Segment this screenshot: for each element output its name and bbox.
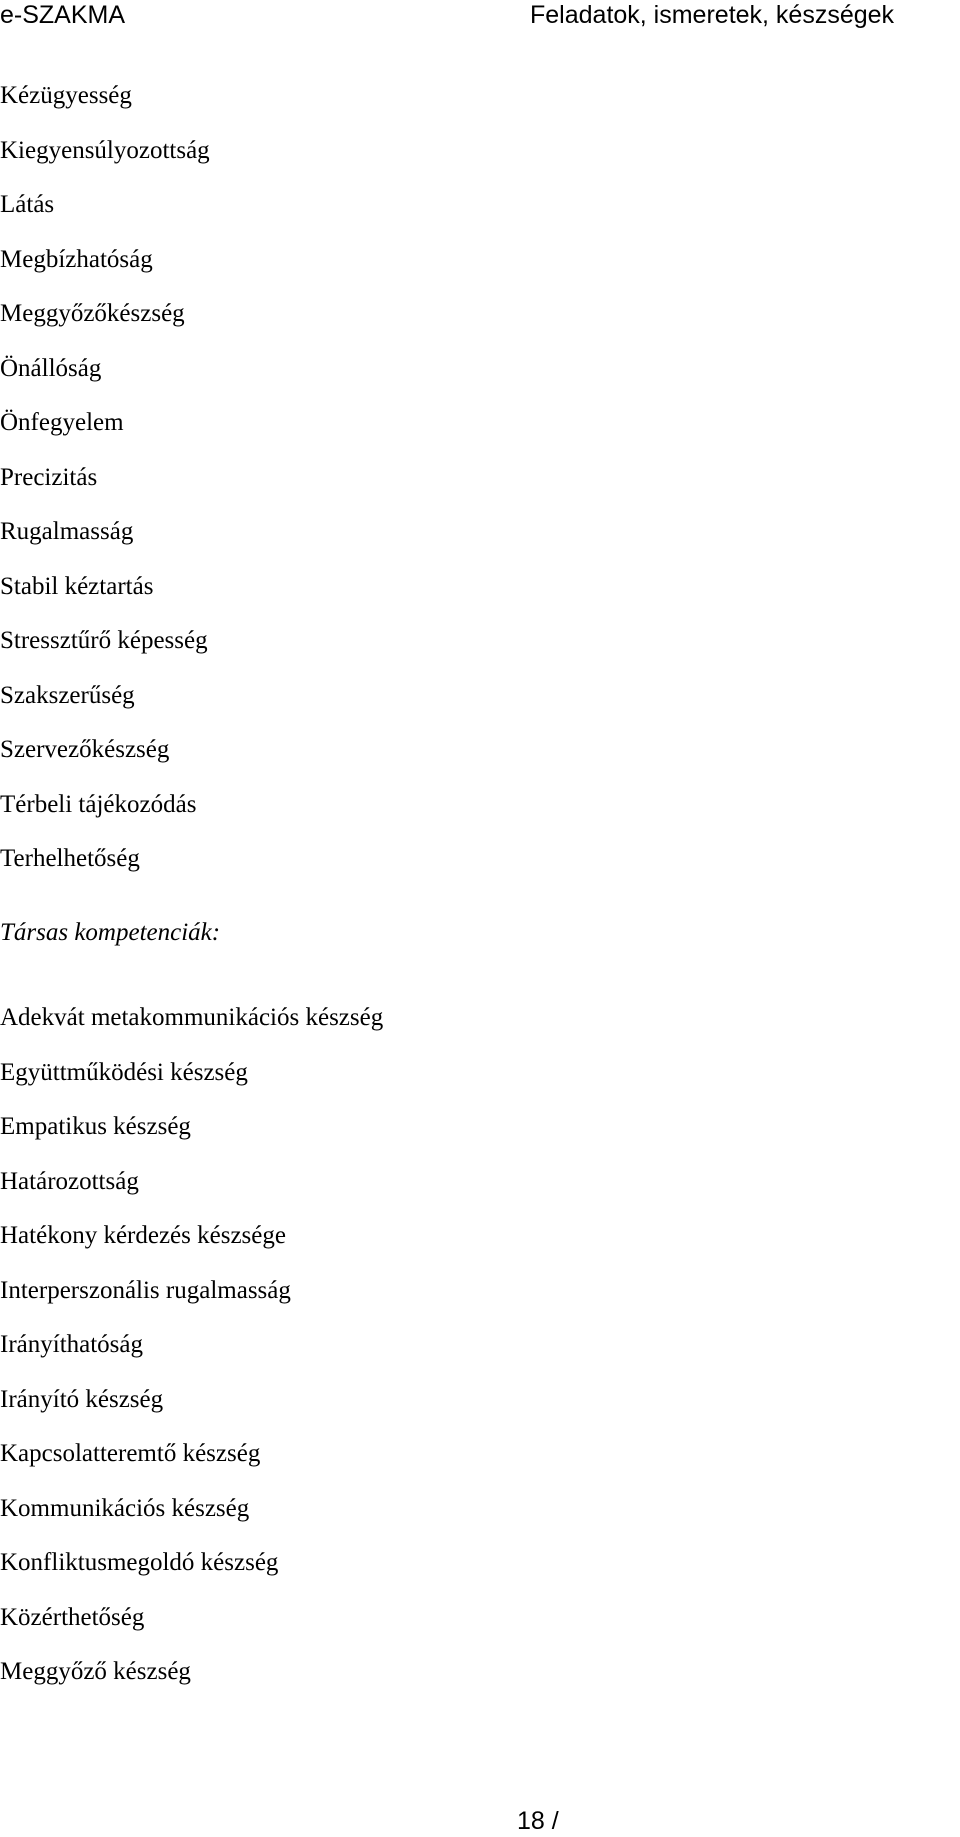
list-item: Stressztűrő képesség (0, 627, 208, 654)
list-item: Stabil kéztartás (0, 572, 154, 600)
list-item: Irányíthatóság (0, 1331, 144, 1358)
social-competencies-heading: Társas kompetenciák: (0, 919, 221, 946)
list-item: Kapcsolatteremtő készség (0, 1440, 261, 1467)
list-item: Meggyőzőkészség (0, 300, 185, 327)
header-brand: e-SZAKMA (0, 1, 126, 29)
list-item: Meggyőző készség (0, 1658, 191, 1685)
list-item: Önfegyelem (0, 409, 124, 436)
list-item: Együttműködési készség (0, 1058, 248, 1086)
list-item: Szakszerűség (0, 681, 135, 709)
list-item: Látás (0, 191, 55, 218)
page-number: 18 / (517, 1807, 559, 1835)
list-item: Térbeli tájékozódás (0, 790, 197, 818)
social-competencies-list (0, 1003, 383, 1712)
list-item: Hatékony kérdezés készsége (0, 1222, 286, 1249)
list-item: Megbízhatóság (0, 245, 153, 273)
list-item: Empatikus készség (0, 1113, 191, 1140)
list-item: Konfliktusmegoldó készség (0, 1549, 279, 1576)
list-item: Kiegyensúlyozottság (0, 136, 210, 164)
list-item: Szervezőkészség (0, 736, 170, 763)
list-item: Közérthetőség (0, 1603, 145, 1631)
list-item: Kézügyesség (0, 82, 132, 109)
list-item: Adekvát metakommunikációs készség (0, 1004, 384, 1031)
list-item: Interperszonális rugalmasság (0, 1276, 291, 1304)
personal-competencies-list (0, 81, 210, 899)
list-item: Terhelhetőség (0, 845, 140, 872)
page-header (0, 0, 960, 32)
list-item: Rugalmasság (0, 518, 134, 545)
list-item: Precizitás (0, 463, 98, 491)
list-item: Kommunikációs készség (0, 1494, 250, 1522)
header-section-title: Feladatok, ismeretek, készségek (530, 1, 895, 29)
list-item: Határozottság (0, 1167, 139, 1195)
list-item: Irányító készség (0, 1385, 164, 1413)
list-item: Önállóság (0, 354, 102, 382)
